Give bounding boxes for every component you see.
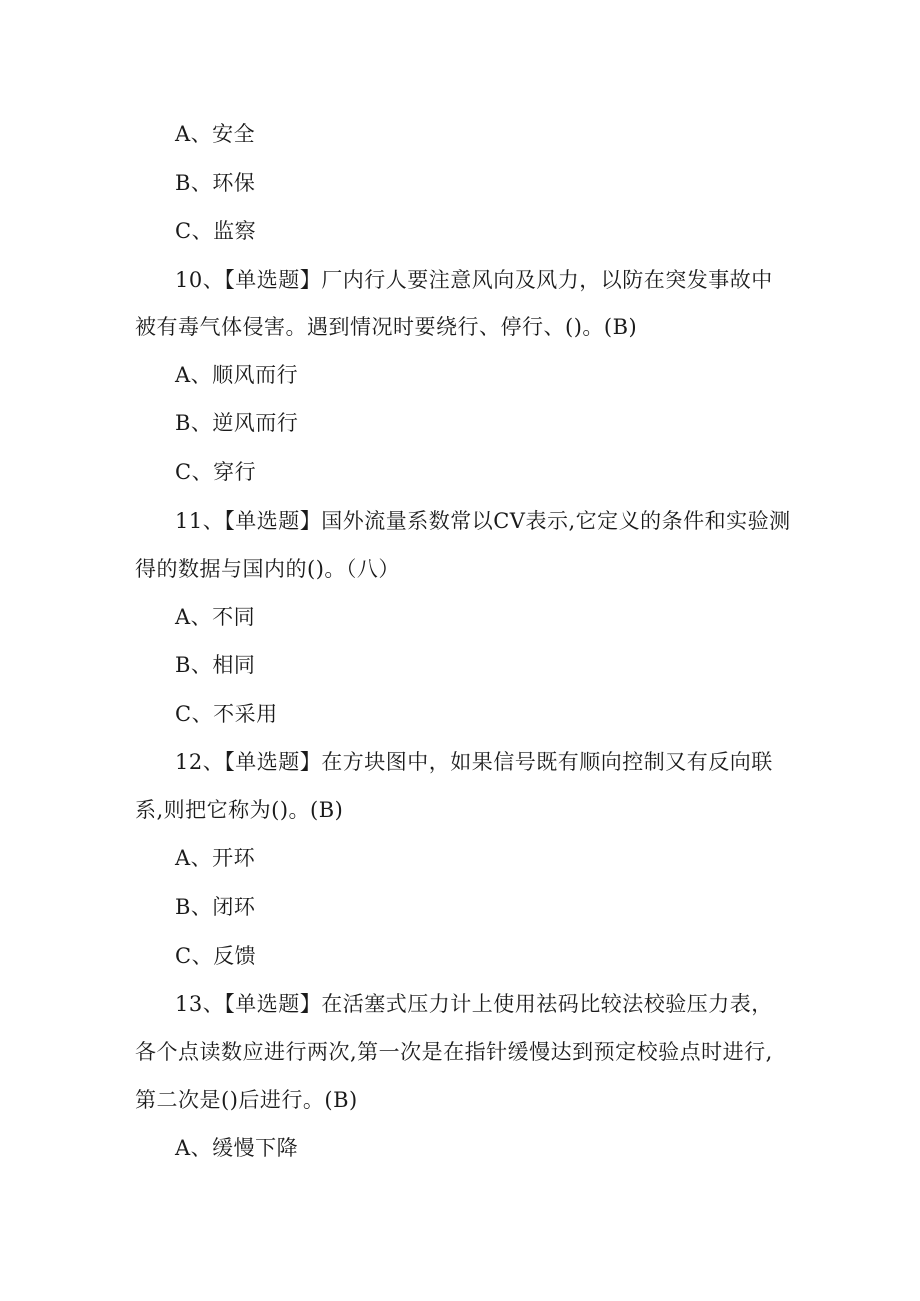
- question-line: 系,则把它称为()。(B): [135, 798, 344, 822]
- option-line: B、闭环: [175, 895, 256, 919]
- question-line: 12、【单选题】在方块图中，如果信号既有顺向控制又有反向联: [175, 750, 773, 774]
- question-line: 第二次是()后进行。(B): [135, 1088, 358, 1112]
- option-line: A、安全: [175, 122, 256, 146]
- question-line: 13、【单选题】在活塞式压力计上使用祛码比较法校验压力表，: [175, 992, 773, 1016]
- option-line: A、不同: [175, 605, 256, 629]
- option-line: C、监察: [175, 219, 257, 243]
- option-line: B、逆风而行: [175, 411, 299, 435]
- option-line: B、环保: [175, 171, 256, 195]
- question-line: 11、【单选题】国外流量系数常以CV表示,它定义的条件和实验测: [175, 509, 791, 533]
- question-line: 10、【单选题】厂内行人要注意风向及风力，以防在突发事故中: [175, 268, 773, 292]
- option-line: C、不采用: [175, 702, 278, 726]
- question-line: 得的数据与国内的()。（八）: [135, 557, 400, 581]
- option-line: C、反馈: [175, 944, 257, 968]
- option-line: B、相同: [175, 653, 256, 677]
- question-line: 各个点读数应进行两次,第一次是在指针缓慢达到预定校验点时进行,: [135, 1040, 773, 1064]
- option-line: A、开环: [175, 846, 256, 870]
- option-line: A、缓慢下降: [175, 1136, 299, 1160]
- option-line: C、穿行: [175, 460, 257, 484]
- option-line: A、顺风而行: [175, 363, 299, 387]
- question-line: 被有毒气体侵害。遇到情况时要绕行、停行、()。(B): [135, 315, 638, 339]
